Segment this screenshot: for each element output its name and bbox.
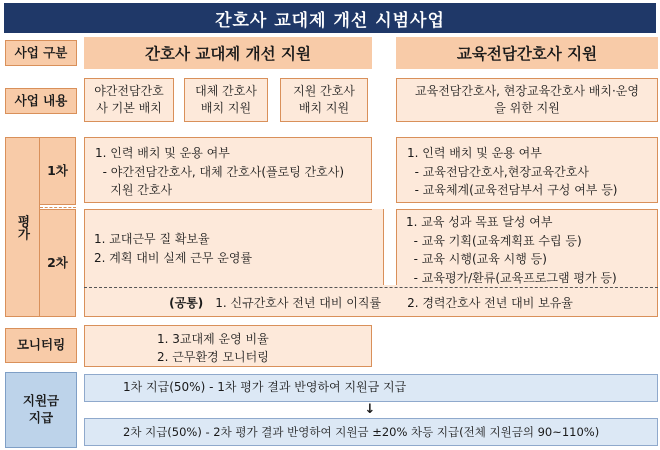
content-night-nurse: 야간전담간호사 기본 배치 <box>84 78 174 122</box>
header-shift-improvement: 간호사 교대제 개선 지원 <box>84 37 372 69</box>
eval-first-right-line: - 교육체계(교육전담부서 구성 여부 등) <box>407 183 618 198</box>
eval-second-left-line: 1. 교대근무 질 확보율 <box>94 232 210 246</box>
row-label-second: 2차 <box>40 209 76 317</box>
evaluation-label-text: 평가 <box>15 214 31 240</box>
eval-second-right-line: 1. 교육 성과 목표 달성 여부 <box>406 215 553 229</box>
arrow-down-icon: ↓ <box>364 402 376 417</box>
eval-second-left-line: 2. 계획 대비 실제 근무 운영률 <box>94 250 253 265</box>
eval-second-left <box>84 224 372 273</box>
eval-first-right <box>396 137 658 203</box>
eval-second-right-line: - 교육평가/환류(교육프로그램 평가 등) <box>406 270 617 285</box>
subsidy-second: 2차 지급(50%) - 2차 평가 결과 반영하여 지원금 ±20% 차등 지급(전체 지원금의 90~110%) <box>84 418 658 446</box>
subsidy-first: 1차 지급(50%) - 1차 평가 결과 반영하여 지원금 지급 <box>84 374 658 402</box>
eval-first-left-line: - 야간전담간호사, 대체 간호사(플로팅 간호사) <box>95 164 345 179</box>
row-label-first: 1차 <box>40 137 76 205</box>
row-label-project-type: 사업 구분 <box>5 40 77 66</box>
subsidy-label-text: 지원금 지급 <box>22 393 60 425</box>
eval-first-right-line: 1. 인력 배치 및 운용 여부 <box>407 146 542 160</box>
row-label-evaluation <box>5 137 40 317</box>
monitoring-line: 2. 근무환경 모니터링 <box>157 350 269 364</box>
diagram-title: 간호사 교대제 개선 시범사업 <box>4 3 656 33</box>
eval-second-right <box>396 209 658 293</box>
header-education-nurse: 교육전담간호사 지원 <box>396 37 658 69</box>
content-education-nurse: 교육전담간호사, 현장교육간호사 배치·운영을 위한 지원 <box>396 78 658 122</box>
eval-second-right-line: - 교육 기획(교육계획표 수립 등) <box>406 233 582 248</box>
eval-second-gap <box>384 209 396 285</box>
eval-second-right-line: - 교육 시행(교육 시행 등) <box>406 252 547 267</box>
eval-separator <box>40 207 76 208</box>
eval-first-right-line: - 교육전담간호사,현장교육간호사 <box>407 164 589 179</box>
eval-second-left-edge <box>372 209 384 285</box>
eval-first-left-line: 지원 간호사 <box>95 183 173 198</box>
monitoring-box <box>84 325 372 367</box>
eval-first-left <box>84 137 372 203</box>
common-label: (공통) <box>169 295 204 310</box>
common-criteria <box>84 290 658 314</box>
common-item-turnover: 1. 신규간호사 전년 대비 이직률 <box>215 295 382 310</box>
common-separator <box>84 287 658 288</box>
row-label-monitoring: 모니터링 <box>5 328 77 363</box>
row-label-subsidy <box>5 372 77 448</box>
monitoring-line: 1. 3교대제 운영 비율 <box>157 332 269 346</box>
content-substitute-nurse: 대체 간호사 배치 지원 <box>184 78 268 122</box>
row-label-project-content: 사업 내용 <box>5 88 77 114</box>
eval-first-left-line: 1. 인력 배치 및 운용 여부 <box>95 146 230 160</box>
content-support-nurse: 지원 간호사 배치 지원 <box>280 78 368 122</box>
common-item-retention: 2. 경력간호사 전년 대비 보유율 <box>407 295 573 310</box>
